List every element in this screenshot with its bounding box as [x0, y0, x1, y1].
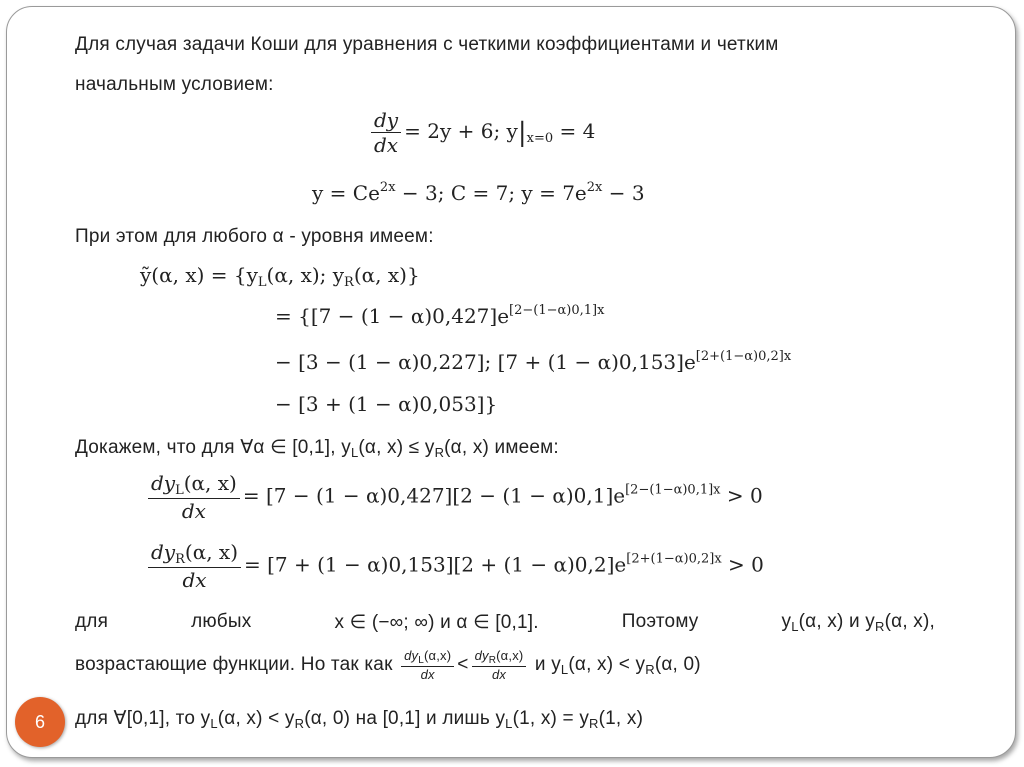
conclusion-line-2: возрастающие функции. Но так как $\frac{dy_L(\alpha,x)}{dx}$ < $\frac{dy_R(\alpha,x)}{dx}$ и $y_L(\alpha$, $x) < y_R(\alpha$, 0)	[75, 648, 701, 682]
slide-number-badge: 6	[15, 697, 65, 747]
fraction-dyR-dx: $\frac{dy_R(\alpha, x)}{dx}$	[148, 540, 241, 592]
alpha-level-line: При этом для любого α - уровня имеем:	[75, 226, 434, 247]
intro-line-1: Для случая задачи Коши для уравнения с четкими коэффициентами и четким	[75, 34, 779, 55]
fraction-small-dyR: $\frac{dy_R(\alpha,x)}{dx}$	[472, 648, 527, 682]
fuzzy-solution-line-3: − [3 − (1 − α)0,227]; $[7 + (1 - \alpha)0,153]e^{[2+(1-\alpha)0,2]x}$	[275, 349, 792, 374]
fuzzy-solution-line-4: − [3 + (1 − α)0,053]}	[275, 392, 498, 416]
equation-solution: $y = Ce^{2x} - 3$; C = 7; $y = 7e^{2x} - 3$	[312, 180, 645, 205]
fraction-dy-dx: $\frac{dy}{dx}$	[371, 108, 401, 157]
fraction-small-dyL: $\frac{dy_L(\alpha,x)}{dx}$	[401, 648, 454, 682]
fuzzy-solution-line-2: = {$[7 - (1 - \alpha)0,427]e^{[2-(1-\alpha)0,1]x}$	[275, 303, 605, 328]
derivative-right: $\frac{dy_R(\alpha, x)}{dx}$ = $[7 + (1 - \alpha)0,153][2 + (1 - \alpha)0,2]e^{[2+(1-\alpha)0,2]x} > 0$	[145, 540, 764, 592]
fuzzy-solution-line-1: ỹ(α, $x) = \{y_L(\alpha$, x); $y_R(\alpha$, x)}	[140, 263, 420, 290]
derivative-left: $\frac{dy_L(\alpha, x)}{dx}$ = $[7 - (1 - \alpha)0,427][2 - (1 - \alpha)0,1]e^{[2-(1-\alpha)0,1]x} > 0$	[145, 471, 763, 523]
equation-cauchy: $\frac{dy}{dx}$ = 2y + 6; $y|_{x=0} = 4$	[368, 108, 595, 157]
prove-line: Докажем, что для ∀α ∈ [0,1], $y_L(\alpha$, $x) \le y_R(\alpha$, x) имеем:	[75, 437, 559, 460]
conclusion-line-1: для любых x ∈ (−∞; ∞) и α ∈ [0,1]. Поэтому $y_L(\alpha$, x) и $y_R(\alpha$, x),	[75, 611, 935, 634]
conclusion-line-3: для ∀[0,1], то $y_L(\alpha$, $x) < y_R(\alpha$, 0) на [0,1] и лишь $y_L(1$, $x) = y_R(1$, x)	[75, 708, 644, 731]
fraction-dyL-dx: $\frac{dy_L(\alpha, x)}{dx}$	[148, 471, 240, 523]
intro-line-2: начальным условием:	[75, 74, 274, 95]
